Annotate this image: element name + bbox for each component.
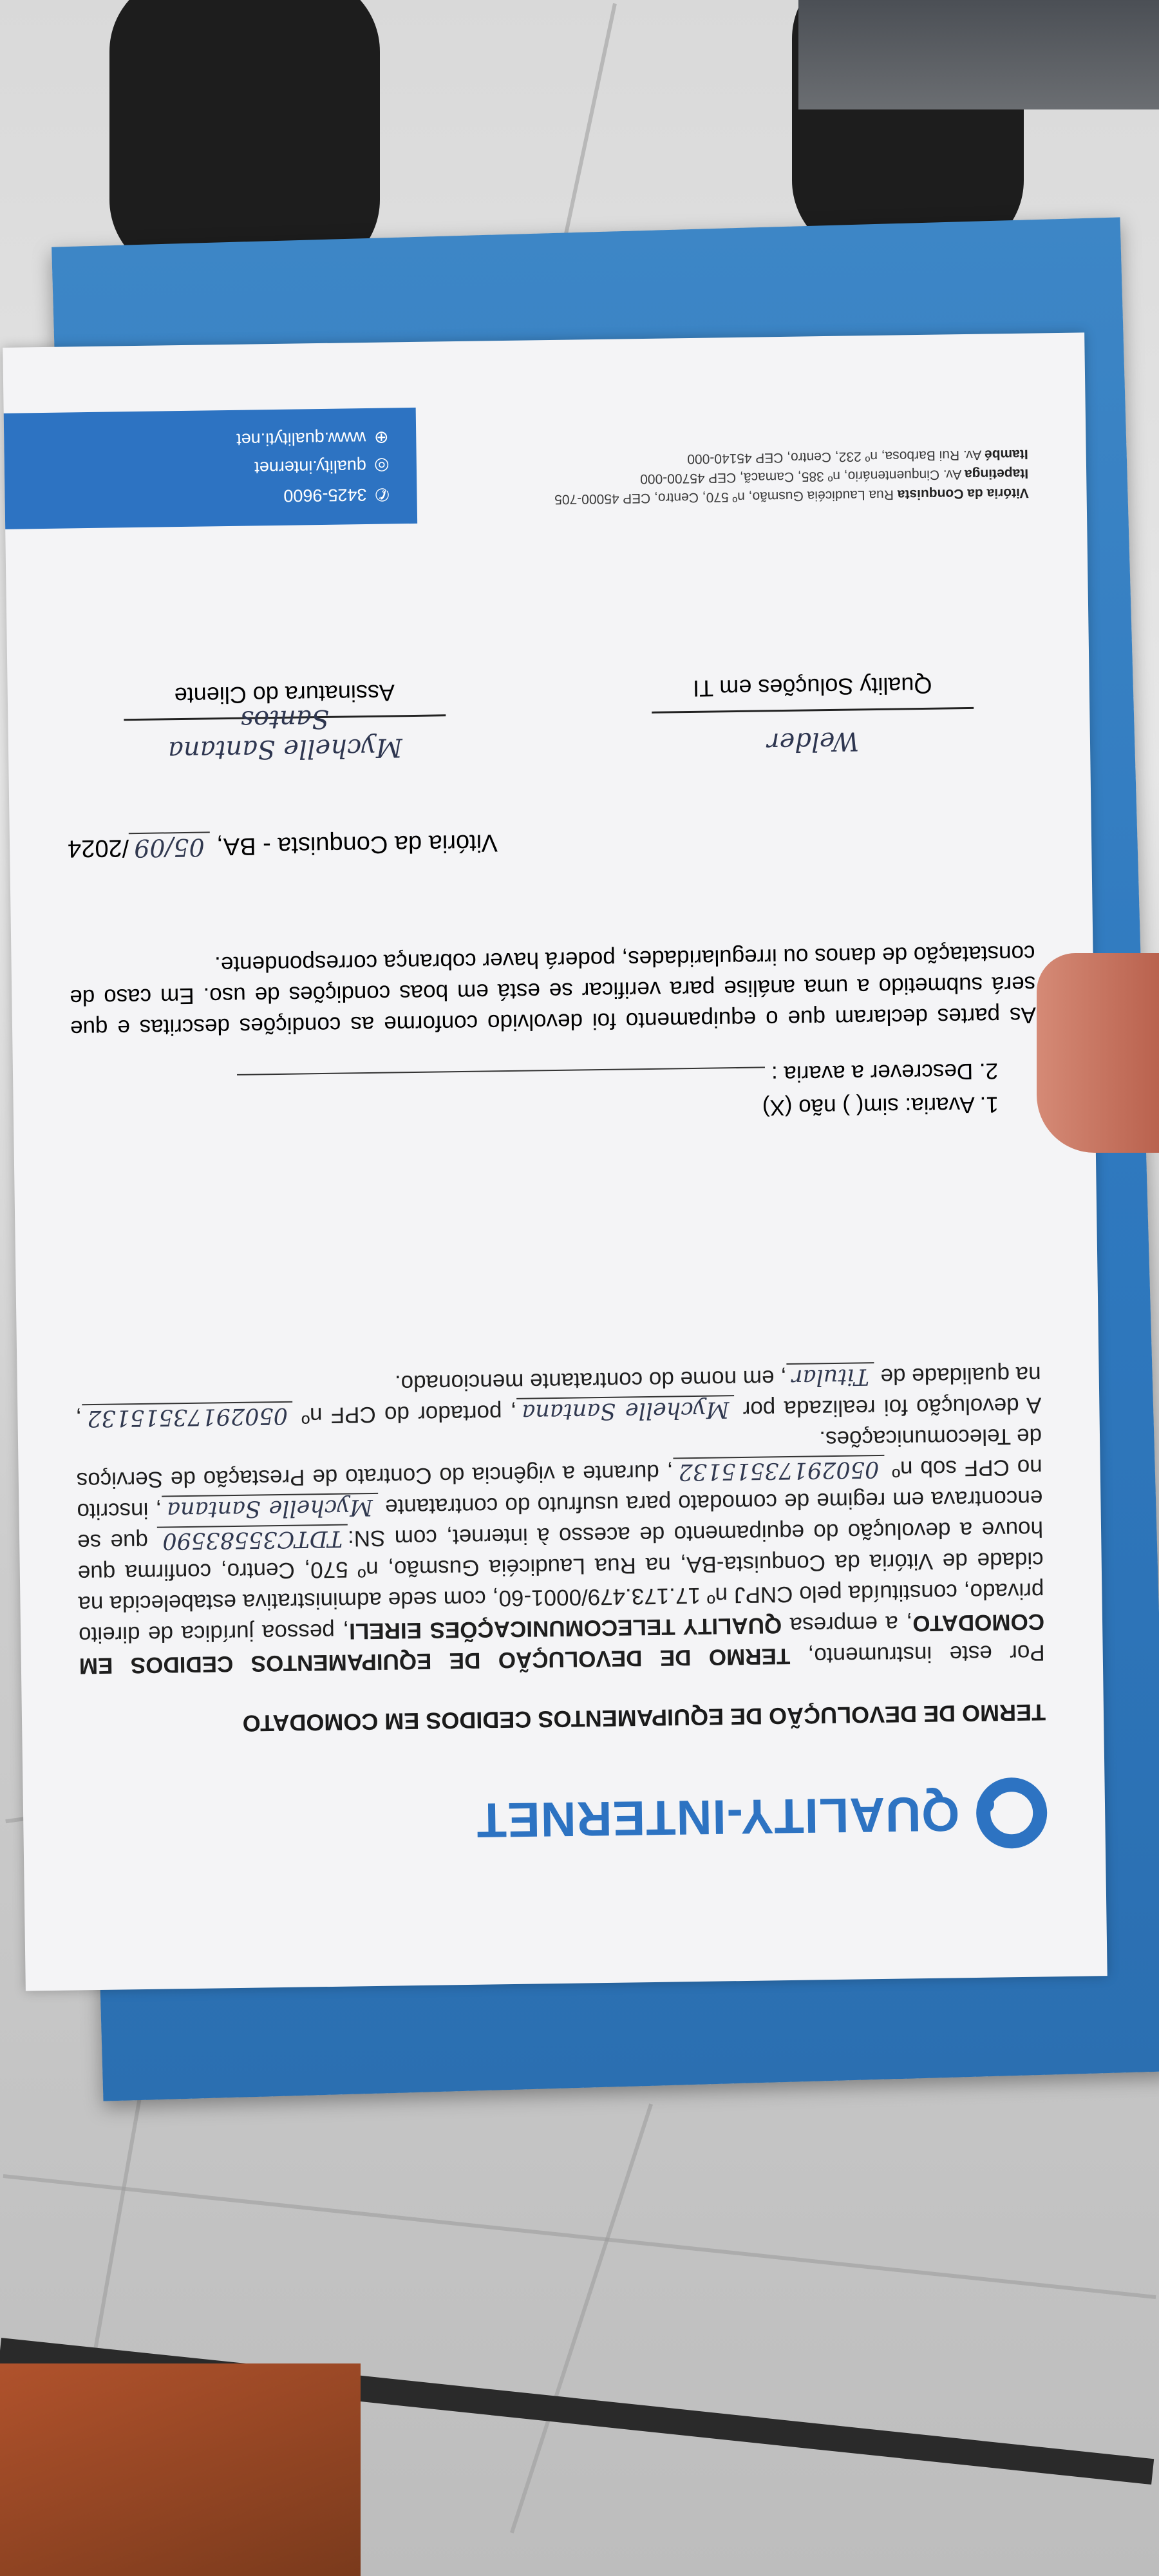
thumb	[1037, 953, 1159, 1153]
damage-question: 1. Avaria: sim( ) não (X)	[762, 1092, 999, 1121]
phone-row	[30, 480, 391, 513]
city-name: Vitória da Conquista	[897, 485, 1029, 502]
devolution-text: A devolução foi realizada por	[742, 1392, 1042, 1422]
instagram-handle: quality.internet	[254, 456, 367, 478]
intro-text: Por este instrumento,	[807, 1640, 1045, 1669]
contact-band	[4, 408, 417, 529]
quality-logo-icon	[975, 1777, 1048, 1849]
damage-description-label: 2. Descrever a avaria :	[771, 1058, 999, 1087]
devolution-text: , na qualidade de	[75, 1361, 1041, 1432]
city-name: Itambé	[984, 446, 1028, 462]
website-url: www.qualityti.net	[236, 428, 366, 450]
place-date	[68, 821, 1033, 864]
damage-list	[237, 1054, 999, 1131]
client-signature: Mychelle Santana Santos	[167, 703, 403, 766]
client-signature-block	[124, 678, 447, 766]
paragraph-intro	[75, 1358, 1045, 1681]
website-row	[30, 423, 391, 457]
cpf-handwritten: 05029173515132	[673, 1455, 884, 1485]
sleeve	[798, 0, 1159, 109]
company-signature-label: Quality Soluções em TI	[651, 671, 974, 714]
closing-paragraph: As partes declaram que o equipamento foi devolvido conforme as condições descritas e que será submetido a uma análise para verificar se está em boas condições de uso. Em caso de constatação de danos ou irregularidades, poderá haver cobrança correspondente.	[70, 940, 1037, 1041]
brand-header	[476, 1777, 1048, 1855]
instagram-icon: ◎	[373, 456, 390, 476]
company-name: QUALITY TELECOMUNICAÇÕES EIRELI	[348, 1613, 782, 1644]
company-signature: Welder	[767, 726, 860, 757]
footer-addresses	[554, 444, 1029, 509]
company-signature-block	[651, 671, 974, 759]
client-name-handwritten: Mychelle Santana	[162, 1493, 378, 1523]
wood-floor	[0, 2363, 361, 2576]
address-text: Av. Cinquentenário, nº 385, Camacã, CEP 45700-000	[639, 467, 962, 487]
page-footer	[4, 398, 1087, 529]
address-text: Rua Laudicéia Gusmão, nº 570, Centro, CEP 45000-705	[554, 487, 894, 507]
serial-number-handwritten: TDTC35583590	[157, 1524, 348, 1554]
phone-number: 3425-9600	[283, 484, 367, 506]
client-signature-label: Assinatura do Cliente	[124, 678, 446, 721]
year-label: /2024	[67, 834, 129, 862]
returner-name-handwritten: Mychelle Santana	[516, 1395, 735, 1425]
instagram-row	[30, 451, 391, 485]
devolution-text: , portador do CPF nº	[301, 1399, 517, 1428]
intro-text: que se encontrava em regime de comodato para usufruto do contratante	[77, 1485, 1043, 1555]
intro-text: , inscrito no CPF sob nº	[77, 1454, 1042, 1524]
brand-name: QUALITY-INTERNET	[476, 1786, 960, 1848]
intro-text: , durante a vigência do Contrato de Prestação de Serviços de Telecomunicações.	[76, 1423, 1042, 1493]
returner-role-handwritten: Titular	[787, 1362, 875, 1390]
devolution-text: , em nome do contratante mencionado.	[394, 1365, 787, 1396]
phone-icon: ✆	[374, 484, 390, 504]
boot-left	[109, 0, 380, 277]
place-label: Vitória da Conquista - BA,	[216, 829, 498, 860]
address-text: Av. Rui Barbosa, nº 232, Centro, CEP 45140-000	[687, 447, 982, 467]
city-name: Itapetinga	[964, 466, 1029, 482]
intro-text: , a empresa	[789, 1611, 913, 1638]
intro-text: , pessoa jurídica de direito privado, constituída pelo CNPJ nº 17.173.479/0001-60, com sede administrativa estabelecida na cidade de Vitória da Conquista-BA, na Rua Laudicéia Gusmão, nº 570, Centro, confirma que houve a devolução do equipamento de acesso à internet, com SN:	[77, 1516, 1044, 1648]
damage-description-line	[237, 1066, 765, 1075]
globe-icon: ⊕	[373, 428, 389, 448]
date-handwritten: 05/09	[129, 831, 210, 862]
document-title: TERMO DE DEVOLUÇÃO DE EQUIPAMENTOS CEDIDOS EM COMODATO	[242, 1699, 1046, 1737]
returner-cpf-handwritten: 05029173515132	[82, 1401, 293, 1432]
intro-term: TERMO DE DEVOLUÇÃO DE EQUIPAMENTOS CEDIDOS EM COMODATO	[79, 1609, 1045, 1679]
document-sheet	[3, 332, 1107, 1991]
